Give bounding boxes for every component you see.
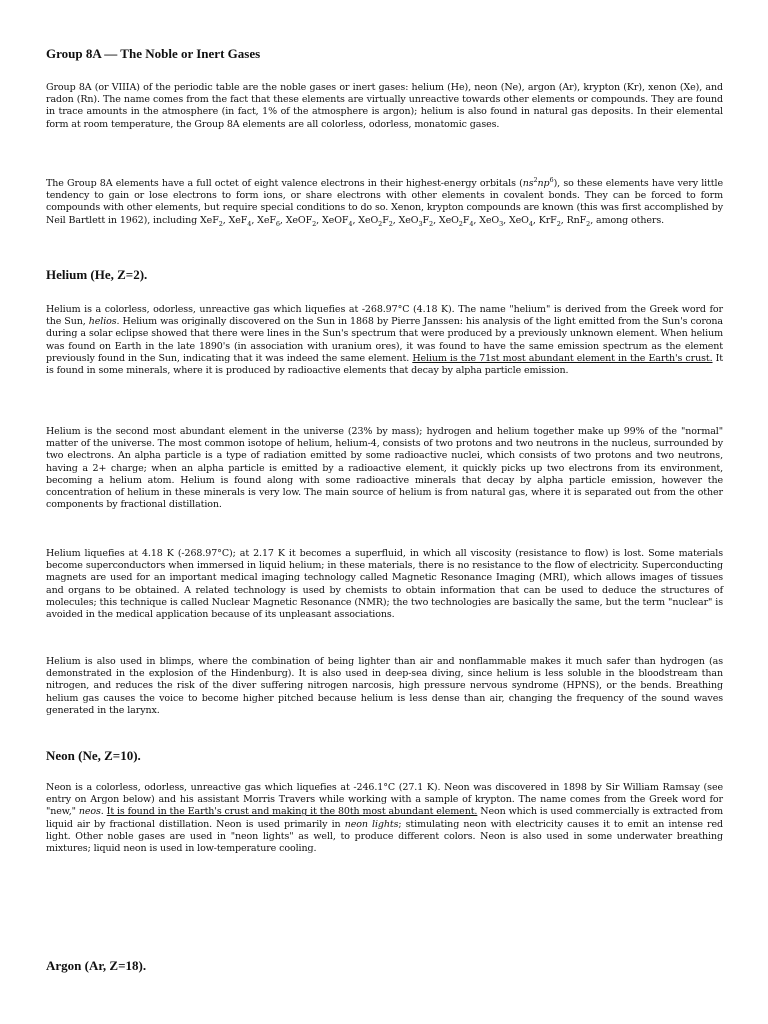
intro-paragraph-2: The Group 8A elements have a full octet of eight valence electrons in their highest-energy orbitals $(ns^2np^6)$, so these elements have very little tendency to gain or lose electrons to form ions, or share electrons with other elements in covalent bonds. They can be forced to form compounds with other elements, but require special conditions to do so. Xenon, krypton compounds are known (this was first accomplished by Neil Bartlett in 1962), including XeF$_2$, XeF$_4$, XeF$_6$, XeOF$_2$, XeOF$_4$, $XeO_2F_2$, $XeO_3F_2$, $XeO_2F_4$, XeO$_3$, XeO$_4$, KrF$_2$, RnF$_2$, among others. [46, 175, 723, 228]
helium-heading: Helium (He, Z=2). [46, 267, 148, 282]
page-title: Group 8A — The Noble or Inert Gases [46, 46, 261, 61]
neon-heading: Neon (Ne, Z=10). [46, 748, 141, 763]
neon-paragraph-1: Neon is a colorless, odorless, unreactive gas which liquefies at -246.1°C (27.1 K). Neon was discovered in 1898 by Sir William Ramsay (see entry on Argon below) and his assistant Morris Travers while working with a sample of krypton. The name comes from the Greek word for "new," neos. It is found in the Earth's crust and making it the 80th most abundant element. Neon which is used commercially is extracted from liquid air by fractional distillation. Neon is used primarily in neon lights; stimulating neon with electricity causes it to emit an intense red light. Other noble gases are used in "neon lights" as well, to produce different colors. Neon is also used in some underwater breathing mixtures; liquid neon is used in low-temperature cooling. [46, 782, 724, 855]
intro-paragraph-1: Group 8A (or VIIIA) of the periodic table are the noble gases or inert gases: helium (He), neon (Ne), argon (Ar), krypton (Kr), xenon (Xe), and radon (Rn). The name comes from the fact that these elements are virtually unreactive towards other elements or compounds. They are found in trace amounts in the atmosphere (in fact, 1% of the atmosphere is argon); helium is also found in natural gas deposits. In their elemental form at room temperature, the Group 8A elements are all colorless, odorless, monatomic gases. [46, 82, 723, 130]
helium-paragraph-2: Helium is the second most abundant element in the universe (23% by mass); hydrogen and helium together make up 99% of the "normal" matter of the universe. The most common isotope of helium, helium-4, consists of two protons and two neutrons in the nucleus, surrounded by two electrons. An alpha particle is a type of radiation emitted by some radioactive nuclei, which consists of two protons and two neutrons, having a 2+ charge; when an alpha particle is emitted by a radioactive element, it quickly picks up two electrons from its environment, becoming a helium atom. Helium is found along with some radioactive minerals that decay by alpha particle emission, however the concentration of helium in these minerals is very low. The main source of helium is from natural gas, where it is separated out from the other components by fractional distillation. [46, 426, 723, 511]
helium-paragraph-1: Helium is a colorless, odorless, unreactive gas which liquefies at -268.97°C (4.18 K). The name "helium" is derived from the Greek word for the Sun, helios. Helium was originally discovered on the Sun in 1868 by Pierre Janssen: his analysis of the light emitted from the Sun's corona during a solar eclipse showed that there were lines in the Sun's spectrum that were produced by a previously unknown element. When helium was found on Earth in the late 1890's (in association with uranium ores), it was found to have the same emission spectrum as the element previously found in the Sun, indicating that it was indeed the same element. Helium is the 71st most abundant element in the Earth's crust. It is found in some minerals, where it is produced by radioactive elements that decay by alpha particle emission. [46, 304, 724, 377]
helium-paragraph-4: Helium is also used in blimps, where the combination of being lighter than air and nonflammable makes it much safer than hydrogen (as demonstrated in the explosion of the Hindenburg). It is also used in deep-sea diving, since helium is less soluble in the bloodstream than nitrogen, and reduces the risk of the diver suffering nitrogen narcosis, high pressure nervous syndrome (HPNS), or the bends. Breathing helium gas causes the voice to become higher pitched because helium is less dense than air, changing the frequency of the sound waves generated in the larynx. [46, 656, 723, 716]
argon-heading: Argon (Ar, Z=18). [46, 958, 147, 973]
helium-paragraph-3: Helium liquefies at 4.18 K (-268.97°C); at 2.17 K it becomes a superfluid, in which all viscosity (resistance to flow) is lost. Some materials become superconductors when immersed in liquid helium; in these materials, there is no resistance to the flow of electricity. Superconducting magnets are used for an important medical imaging technology called Magnetic Resonance Imaging (MRI), which allows images of tissues and organs to be obtained. A related technology is used by chemists to obtain information that can be used to deduce the structures of molecules; this technique is called Nuclear Magnetic Resonance (NMR); the two technologies are basically the same, but the term "nuclear" is avoided in the medical application because of its unpleasant associations. [46, 548, 723, 621]
